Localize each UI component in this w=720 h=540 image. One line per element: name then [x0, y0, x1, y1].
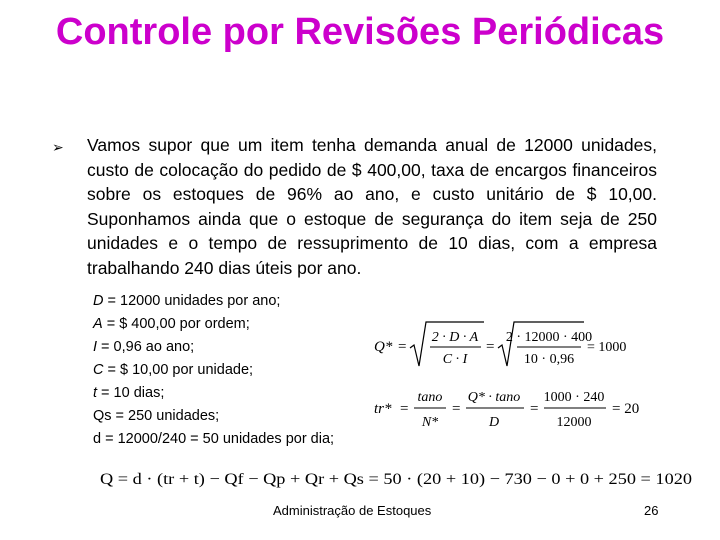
variable-item	[93, 405, 373, 428]
arrowhead-bullet-icon: ➢	[52, 139, 64, 155]
tr-num1: tano	[417, 390, 443, 405]
variable-item	[93, 336, 373, 359]
q-formula	[100, 462, 700, 492]
tr-result: = 20	[612, 401, 640, 417]
tr-formula	[372, 380, 672, 436]
variable-item	[93, 290, 373, 313]
variable-item	[93, 382, 373, 405]
variable-list	[93, 290, 373, 451]
variable-text: = $ 400,00 por ordem;	[102, 316, 250, 332]
eoq-result: = 1000	[587, 340, 627, 355]
tr-num2: Q* · tano	[467, 390, 521, 405]
variable-text: = 12000 unidades por ano;	[103, 293, 281, 309]
variable-text: = 250 unidades;	[111, 408, 220, 424]
variable-text: = 10 dias;	[97, 385, 165, 401]
tr-equals-3: =	[530, 401, 539, 417]
footer-text: Administração de Estoques	[273, 503, 432, 518]
eoq-num2: 2 · 12000 · 400	[505, 330, 593, 345]
eoq-equals-2: =	[486, 339, 495, 355]
variable-item	[93, 313, 373, 336]
problem-paragraph: Vamos supor que um item tenha demanda anual de 12000 unidades, custo de colocação do pedido de $ 400,00, taxa de encargos financeiros sobre os estoques de 96% ao ano, e custo unitário de $ 10,00. Suponhamos ainda que o estoque de segurança do item seja de 250 unidades e o tempo de ressuprimento de 10 dias, com a empresa trabalhando 240 dias úteis por ano.	[87, 135, 657, 278]
variable-symbol: Qs	[93, 408, 112, 424]
tr-equals-2: =	[452, 401, 461, 417]
eoq-den2: 10 · 0,96	[523, 352, 575, 367]
tr-den1: N*	[421, 415, 439, 430]
page-number: 26	[644, 503, 659, 518]
eoq-num1: 2 · D · A	[431, 330, 479, 345]
tr-den2: D	[488, 415, 500, 430]
variable-text: = 0,96 ao ano;	[97, 339, 195, 355]
eoq-den1: C · I	[442, 352, 468, 367]
tr-num3: 1000 · 240	[543, 390, 605, 405]
variable-text: d = 12000/240 = 50 unidades por dia;	[93, 431, 335, 447]
variable-item	[93, 428, 373, 451]
tr-lhs: tr*	[374, 401, 392, 417]
slide-title: Controle por Revisões Periódicas	[55, 11, 665, 53]
variable-symbol: I	[93, 339, 98, 355]
tr-equals-1: =	[400, 401, 409, 417]
q-equation: Q = d · (tr + t) − Qf − Qp + Qr + Qs = 50 · (20 + 10) − 730 − 0 + 0 + 250 = 1020	[100, 471, 692, 488]
variable-symbol: D	[93, 293, 104, 309]
eoq-lhs: Q*	[374, 339, 393, 355]
eoq-equals-1: =	[398, 339, 407, 355]
variable-symbol: t	[93, 385, 98, 401]
variable-text: = $ 10,00 por unidade;	[103, 362, 254, 378]
variable-item	[93, 359, 373, 382]
eoq-formula	[372, 316, 642, 374]
variable-symbol: A	[93, 316, 103, 332]
variable-symbol: C	[93, 362, 104, 378]
tr-den3: 12000	[556, 415, 592, 430]
